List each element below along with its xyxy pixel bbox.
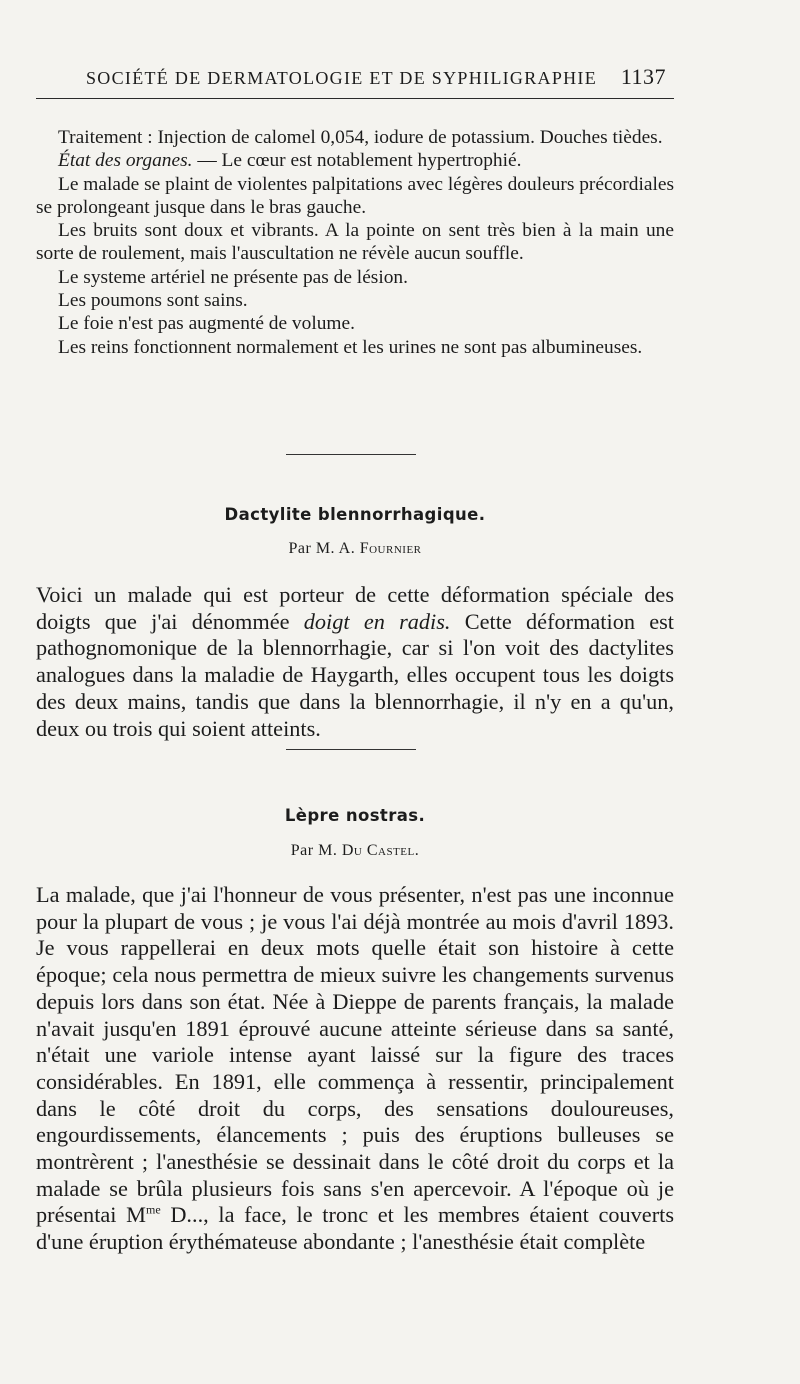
section-title-dactylite: Dactylite blennorrhagique.: [224, 505, 486, 524]
lepre-paragraph: [36, 882, 674, 1256]
organs-text: — Le cœur est notablement hypertrophié.: [192, 150, 522, 172]
lungs-paragraph: Les poumons sont sains.: [58, 290, 248, 312]
case-notes: [36, 126, 674, 359]
doigt-en-radis-term: doigt en radis.: [303, 608, 451, 634]
section-title-lepre: Lèpre nostras.: [284, 806, 426, 825]
kidneys-paragraph: Les reins fonctionnent normalement et les urines ne sont pas albumineuses.: [58, 336, 643, 358]
dactylite-text-start: Voici un malade qui est porteur de cette déformation spéciale des doigts que j'ai dénommée: [36, 582, 674, 634]
liver-paragraph: Le foie n'est pas augmenté de volume.: [58, 313, 355, 335]
arterial-paragraph: Le systeme artériel ne présente pas de lésion.: [58, 266, 408, 288]
byline-prefix: Par M. A.: [288, 540, 360, 557]
organs-label: État des organes.: [58, 150, 193, 172]
sounds-paragraph: Les bruits sont doux et vibrants. A la pointe on sent très bien à la main une sorte de roulement, mais l'auscultation ne révèle aucun souffle.: [36, 220, 674, 265]
section-divider-2: [286, 749, 416, 750]
page-number: 1137: [620, 64, 666, 89]
author-name: Du Castel.: [341, 842, 420, 859]
treatment-paragraph: Traitement : Injection de calomel 0,054, iodure de potassium. Douches tièdes.: [58, 127, 663, 148]
section-divider-1: [286, 454, 416, 455]
title-superscript: me: [145, 1203, 161, 1218]
lepre-text-end: D..., la face, le tronc et les membres étaient couverts d'une éruption érythémateuse abondante ; l'anesthésie était complète: [36, 1202, 674, 1255]
running-header: [36, 64, 674, 99]
dactylite-text-end: Cette déformation est pathognomonique de la blennorrhagie, car si l'on voit des dactylites analogues dans la maladie de Haygarth, elles occupent tous les doigts des deux mains, tandis que dans la blennorrhagie, il n'y en a qu'un, deux ou trois qui soient atteints.: [36, 608, 674, 741]
byline-du-castel: [36, 842, 674, 860]
palpitations-paragraph: Le malade se plaint de violentes palpitations avec légères douleurs précordiales se prolongeant jusque dans le bras gauche.: [36, 173, 674, 218]
dactylite-body: [36, 582, 674, 742]
byline-prefix: Par M.: [290, 842, 342, 859]
author-name: Fournier: [359, 540, 422, 557]
organs-paragraph: [36, 149, 674, 172]
lepre-text-start: La malade, que j'ai l'honneur de vous présenter, n'est pas une inconnue pour la plupart de vous ; je vous l'ai déjà montrée au mois d'avril 1893. Je vous rappellerai en deux mots quelle était son histoire à cette époque; cela nous permettra de mieux suivre les changements survenus depuis lors dans son état. Née à Dieppe de parents français, la malade n'avait jusqu'en 1891 éprouvé aucune atteinte sérieuse dans sa santé, n'était une variole intense ayant laissé sur la figure des traces considérables. En 1891, elle commença à ressentir, principalement dans le côté droit du corps, des sensations douloureuses, engourdissements, élancements ; puis des éruptions bulleuses se montrèrent ; l'anesthésie se dessinait dans le côté droit du corps et la malade se brûla plusieurs fois sans s'en apercevoir. A l'époque où je présentai M: [36, 882, 674, 1228]
running-title: SOCIÉTÉ DE DERMATOLOGIE ET DE SYPHILIGRAPHIE: [86, 68, 598, 88]
byline-fournier: [36, 540, 674, 558]
lepre-body: [36, 882, 674, 1256]
dactylite-paragraph: [36, 582, 674, 742]
